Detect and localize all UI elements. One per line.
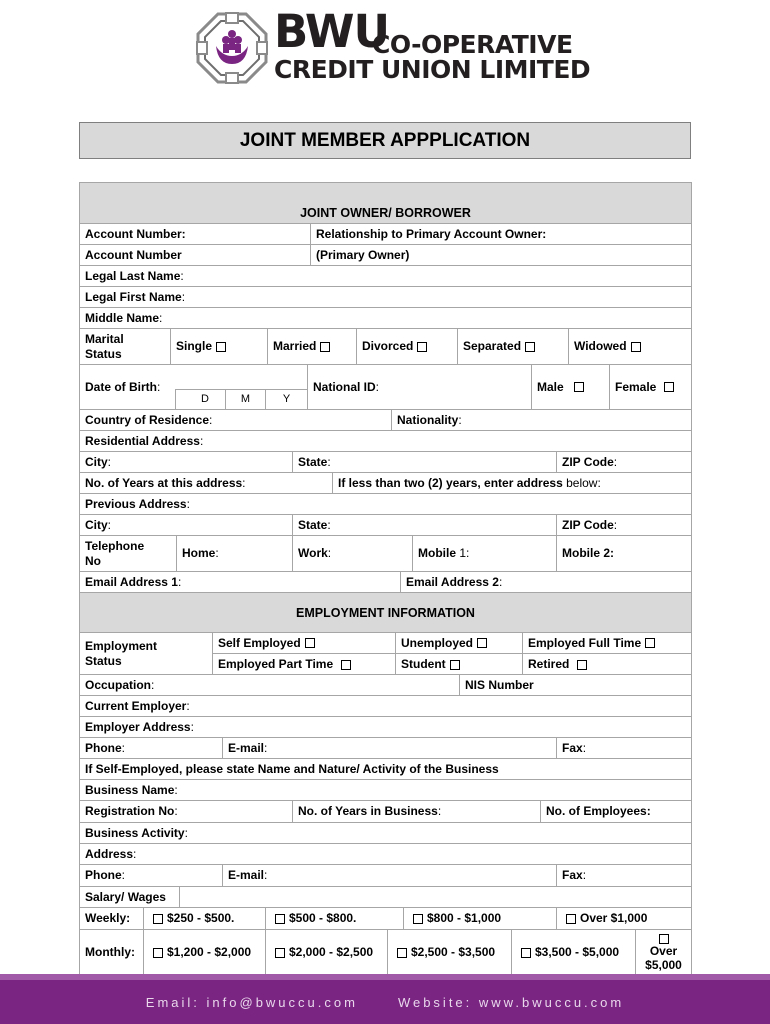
form-row-salary [80,886,691,907]
zip-field[interactable]: ZIP Code : [556,452,691,472]
checkbox-weekly-3[interactable] [413,914,423,924]
form-row-years-address [80,472,691,493]
employer-phone-field[interactable]: Phone : [85,740,126,755]
form-row-previous [80,493,691,514]
account-number-field[interactable]: Account Number: [85,226,186,241]
form-row-employment-status [80,632,691,674]
form-row-business-activity [80,822,691,843]
years-address-field[interactable]: No. of Years at this address : [85,475,246,490]
checkbox-married[interactable] [320,342,330,352]
legal-last-name-label: Legal Last Name [85,268,181,283]
form-row-dob [80,364,691,409]
employment-part-time[interactable]: Employed Part Time [213,654,395,675]
employer-fax-field[interactable]: Fax : [556,738,691,758]
monthly-option-2[interactable]: $2,000 - $2,500 [265,930,387,975]
section-header-employment: EMPLOYMENT INFORMATION [80,592,691,632]
employer-email-field[interactable]: E-mail : [222,738,556,758]
form-row-business-address [80,843,691,864]
dob-label: Date of Birth : [85,379,161,394]
employment-self-employed[interactable]: Self Employed [213,633,395,653]
mobile1-field[interactable]: Mobile 1: [412,536,556,571]
weekly-option-2[interactable]: $500 - $800. [265,908,403,929]
gender-male[interactable]: Male [531,365,609,409]
form-row-business-phone [80,864,691,886]
marital-option-divorced[interactable]: Divorced [356,329,457,364]
form-row-current-employer [80,695,691,716]
checkbox-student[interactable] [450,660,460,670]
checkbox-divorced[interactable] [417,342,427,352]
legal-first-name-field[interactable]: Legal First Name : [85,289,186,304]
form-row-middle [80,307,691,328]
marital-option-widowed[interactable]: Widowed [568,329,691,364]
form-row-employer-address [80,716,691,737]
middle-name-label: Middle Name [85,310,160,325]
business-activity-field[interactable]: Business Activity : [85,825,188,840]
form-row-weekly [80,907,691,929]
monthly-option-3[interactable]: $2,500 - $3,500 [387,930,511,975]
city-field[interactable]: City : [85,454,112,469]
employment-student[interactable]: Student [395,654,522,675]
footer-email-label: Email: [145,994,200,1010]
business-phone-field[interactable]: Phone : [85,868,126,882]
logo-bwu-text: BWU [274,5,390,58]
state-field-2[interactable]: State : [292,515,556,535]
form-row-business-name [80,779,691,800]
checkbox-weekly-4[interactable] [566,914,576,924]
weekly-option-4[interactable]: Over $1,000 [556,908,691,929]
business-name-field[interactable]: Business Name : [85,782,178,797]
self-employed-note: If Self-Employed, please state Name and Nature/ Activity of the Business [85,761,499,776]
account-number-primary-field[interactable]: Account Number [85,247,182,262]
legal-first-name-label: Legal First Name [85,289,182,304]
home-phone-field[interactable]: Home : [176,536,292,571]
bwu-logo [196,5,591,86]
form-row-city [80,451,691,472]
email1-field[interactable]: Email Address 1 : [85,574,182,589]
monthly-option-4[interactable]: $3,500 - $5,000 [511,930,635,975]
marital-option-separated[interactable]: Separated [457,329,568,364]
dob-month[interactable]: M [225,389,265,409]
form-row-legal-last [80,265,691,286]
checkbox-female[interactable] [664,382,674,392]
application-form [79,182,692,976]
primary-owner-label: (Primary Owner) [310,245,691,265]
form-row-monthly [80,929,691,975]
marital-option-single[interactable]: Single [170,329,267,364]
checkbox-monthly-4[interactable] [521,948,531,958]
footer [0,980,770,1024]
weekly-option-1[interactable]: $250 - $500. [143,908,265,929]
business-email-field[interactable]: E-mail : [222,865,556,886]
form-row-email [80,571,691,592]
form-row-marital [80,328,691,364]
mobile2-field[interactable]: Mobile 2: [556,536,691,571]
relationship-field[interactable]: Relationship to Primary Account Owner: [310,224,691,244]
registration-field[interactable]: Registration No : [85,804,178,818]
gender-female[interactable]: Female [609,365,691,409]
form-row-occupation [80,674,691,695]
city-field-2[interactable]: City : [85,517,112,532]
employment-unemployed[interactable]: Unemployed [395,633,522,653]
checkbox-self-employed[interactable] [305,638,315,648]
logo-credit-union-text: CREDIT UNION LIMITED [274,55,591,84]
nis-number-field[interactable]: NIS Number [459,675,691,695]
checkbox-part-time[interactable] [341,660,351,670]
employment-options-row2 [212,654,691,675]
checkbox-widowed[interactable] [631,342,641,352]
previous-address-field[interactable]: Previous Address : [85,496,190,511]
residential-address-field[interactable]: Residential Address : [85,433,204,448]
nationality-field[interactable]: Nationality : [391,410,691,430]
employment-retired[interactable]: Retired [522,654,692,675]
checkbox-weekly-2[interactable] [275,914,285,924]
employer-address-field[interactable]: Employer Address : [85,719,194,734]
salary-label: Salary/ Wages [80,887,180,907]
legal-last-name-field[interactable]: Legal Last Name : [85,268,184,283]
employment-full-time[interactable]: Employed Full Time [522,633,692,653]
page-title: JOINT MEMBER APPPLICATION [79,122,691,159]
employment-options-row1 [212,633,691,654]
middle-name-field[interactable]: Middle Name : [85,310,163,325]
logo-cooperative-text: CO-OPERATIVE [372,30,573,59]
form-row-registration [80,800,691,822]
business-fax-field[interactable]: Fax : [556,865,691,886]
email2-field[interactable]: Email Address 2 : [400,572,691,592]
footer-website-link[interactable]: www.bwuccu.com [478,994,625,1010]
form-row-telephone [80,535,691,571]
monthly-option-5[interactable]: Over $5,000 [635,930,691,975]
employees-field[interactable]: No. of Employees: [540,801,691,822]
form-row-residential [80,430,691,451]
monthly-label: Monthly: [85,945,135,959]
checkbox-full-time[interactable] [645,638,655,648]
marital-status-label: Marital Status [85,331,124,361]
country-field[interactable]: Country of Residence : [85,412,213,427]
form-row-country [80,409,691,430]
business-address-field[interactable]: Address : [85,846,137,861]
form-row-self-employed-note [80,758,691,779]
checkbox-male[interactable] [574,382,584,392]
checkbox-monthly-3[interactable] [397,948,407,958]
state-field[interactable]: State : [292,452,556,472]
checkbox-monthly-2[interactable] [275,948,285,958]
footer-website-label: Website: [397,994,473,1010]
years-business-field[interactable]: No. of Years in Business : [292,801,540,822]
national-id-field[interactable]: National ID : [307,365,531,409]
checkbox-monthly-1[interactable] [153,948,163,958]
credit-union-emblem-icon [196,12,268,84]
form-row-legal-first [80,286,691,307]
form-row-account [80,223,691,244]
marital-option-married[interactable]: Married [267,329,356,364]
checkbox-single[interactable] [216,342,226,352]
occupation-field[interactable]: Occupation : [85,677,155,692]
zip-field-2[interactable]: ZIP Code : [556,515,691,535]
footer-email-link[interactable]: info@bwuccu.com [206,994,358,1010]
weekly-option-3[interactable]: $800 - $1,000 [403,908,556,929]
dob-day[interactable]: D [201,392,209,405]
employment-status-label: Employment Status [85,638,158,668]
checkbox-monthly-5[interactable] [659,934,669,944]
checkbox-unemployed[interactable] [477,638,487,648]
form-row-account-primary [80,244,691,265]
current-employer-field[interactable]: Current Employer : [85,698,190,713]
dob-year[interactable]: Y [265,389,307,409]
checkbox-retired[interactable] [577,660,587,670]
telephone-label: Telephone No [85,538,145,568]
weekly-label: Weekly: [85,911,131,925]
form-row-city-2 [80,514,691,535]
work-phone-field[interactable]: Work : [292,536,412,571]
section-header-joint-owner: JOINT OWNER/ BORROWER [80,183,691,223]
monthly-option-1[interactable]: $1,200 - $2,000 [143,930,265,975]
checkbox-weekly-1[interactable] [153,914,163,924]
form-row-employer-phone [80,737,691,758]
checkbox-separated[interactable] [525,342,535,352]
previous-address-note: If less than two (2) years, enter address below: [332,473,691,493]
